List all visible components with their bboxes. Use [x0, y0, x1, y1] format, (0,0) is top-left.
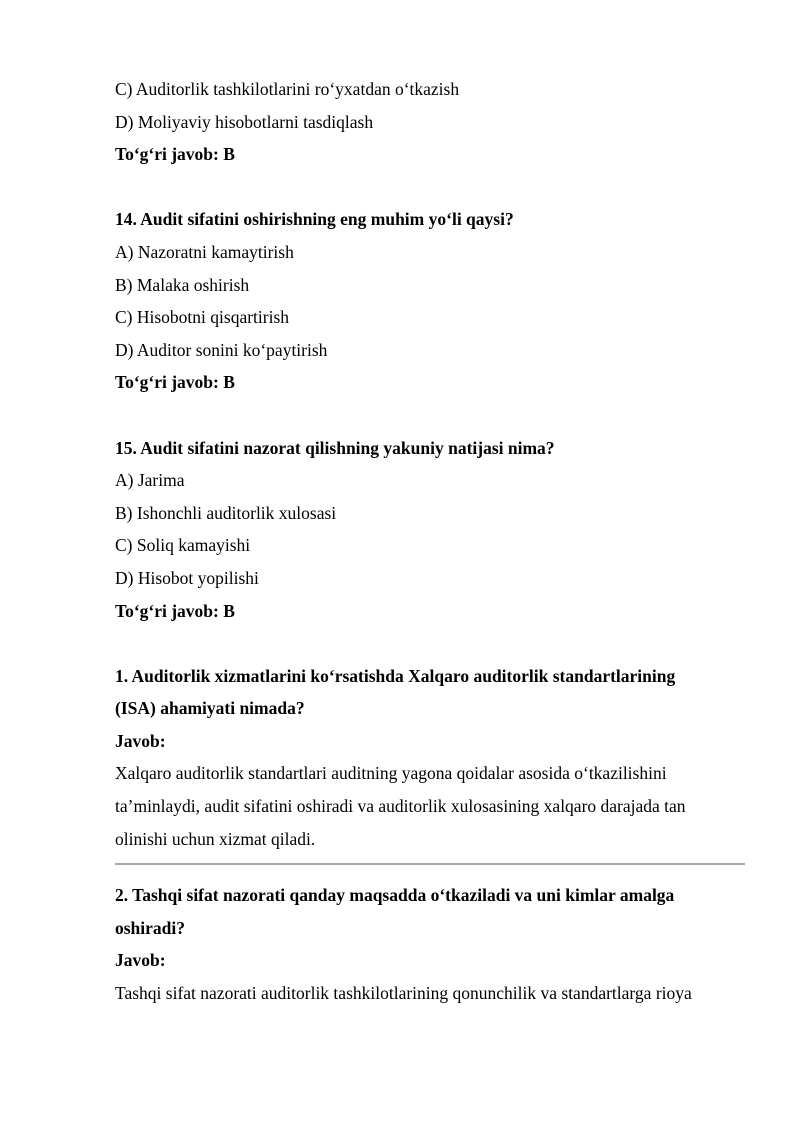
- q14-option-a: A) Nazoratni kamaytirish: [115, 241, 294, 262]
- open1-answer-line3: olinishi uchun xizmat qiladi.: [115, 828, 316, 849]
- q14-option-b: B) Malaka oshirish: [115, 274, 250, 295]
- q15-answer: To‘g‘ri javob: B: [115, 600, 235, 621]
- spacer: [115, 627, 745, 660]
- q14-question: 14. Audit sifatini oshirishning eng muhim yo‘li qaysi?: [115, 209, 514, 230]
- open2-answer-line1: Tashqi sifat nazorati auditorlik tashkilotlarining qonunchilik va standartlarga rioya: [115, 983, 692, 1004]
- open1-answer-line2: ta’minlaydi, audit sifatini oshiradi va auditorlik xulosasining xalqaro darajada tan: [115, 796, 686, 817]
- q15-option-c: C) Soliq kamayishi: [115, 535, 251, 556]
- open1-question-line2: (ISA) ahamiyati nimada?: [115, 698, 305, 719]
- q15-option-d: D) Hisobot yopilishi: [115, 567, 259, 588]
- open2-question-line1: 2. Tashqi sifat nazorati qanday maqsadda o‘tkaziladi va uni kimlar amalga: [115, 885, 675, 906]
- q14-option-d: D) Auditor sonini ko‘paytirish: [115, 339, 328, 360]
- spacer: [115, 171, 745, 204]
- open1-answer-label: Javob:: [115, 730, 166, 751]
- open2-question-line2: oshiradi?: [115, 917, 186, 938]
- open1-answer-line1: Xalqaro auditorlik standartlari auditning yagona qoidalar asosida o‘tkazilishini: [115, 763, 667, 784]
- q13-option-d: D) Moliyaviy hisobotlarni tasdiqlash: [115, 111, 374, 132]
- q14-answer: To‘g‘ri javob: B: [115, 372, 235, 393]
- spacer: [115, 399, 745, 432]
- open2-answer-label: Javob:: [115, 950, 166, 971]
- q14-option-c: C) Hisobotni qisqartirish: [115, 307, 290, 328]
- q15-question: 15. Audit sifatini nazorat qilishning yakuniy natijasi nima?: [115, 437, 555, 458]
- q13-answer: To‘g‘ri javob: B: [115, 144, 235, 165]
- q15-option-a: A) Jarima: [115, 470, 185, 491]
- q15-option-b: B) Ishonchli auditorlik xulosasi: [115, 502, 337, 523]
- q13-option-c: C) Auditorlik tashkilotlarini ro‘yxatdan o‘tkazish: [115, 79, 460, 99]
- horizontal-divider: [115, 863, 745, 865]
- open1-question-line1: 1. Auditorlik xizmatlarini ko‘rsatishda Xalqaro auditorlik standartlarining: [115, 665, 676, 686]
- document-page: [115, 73, 745, 1010]
